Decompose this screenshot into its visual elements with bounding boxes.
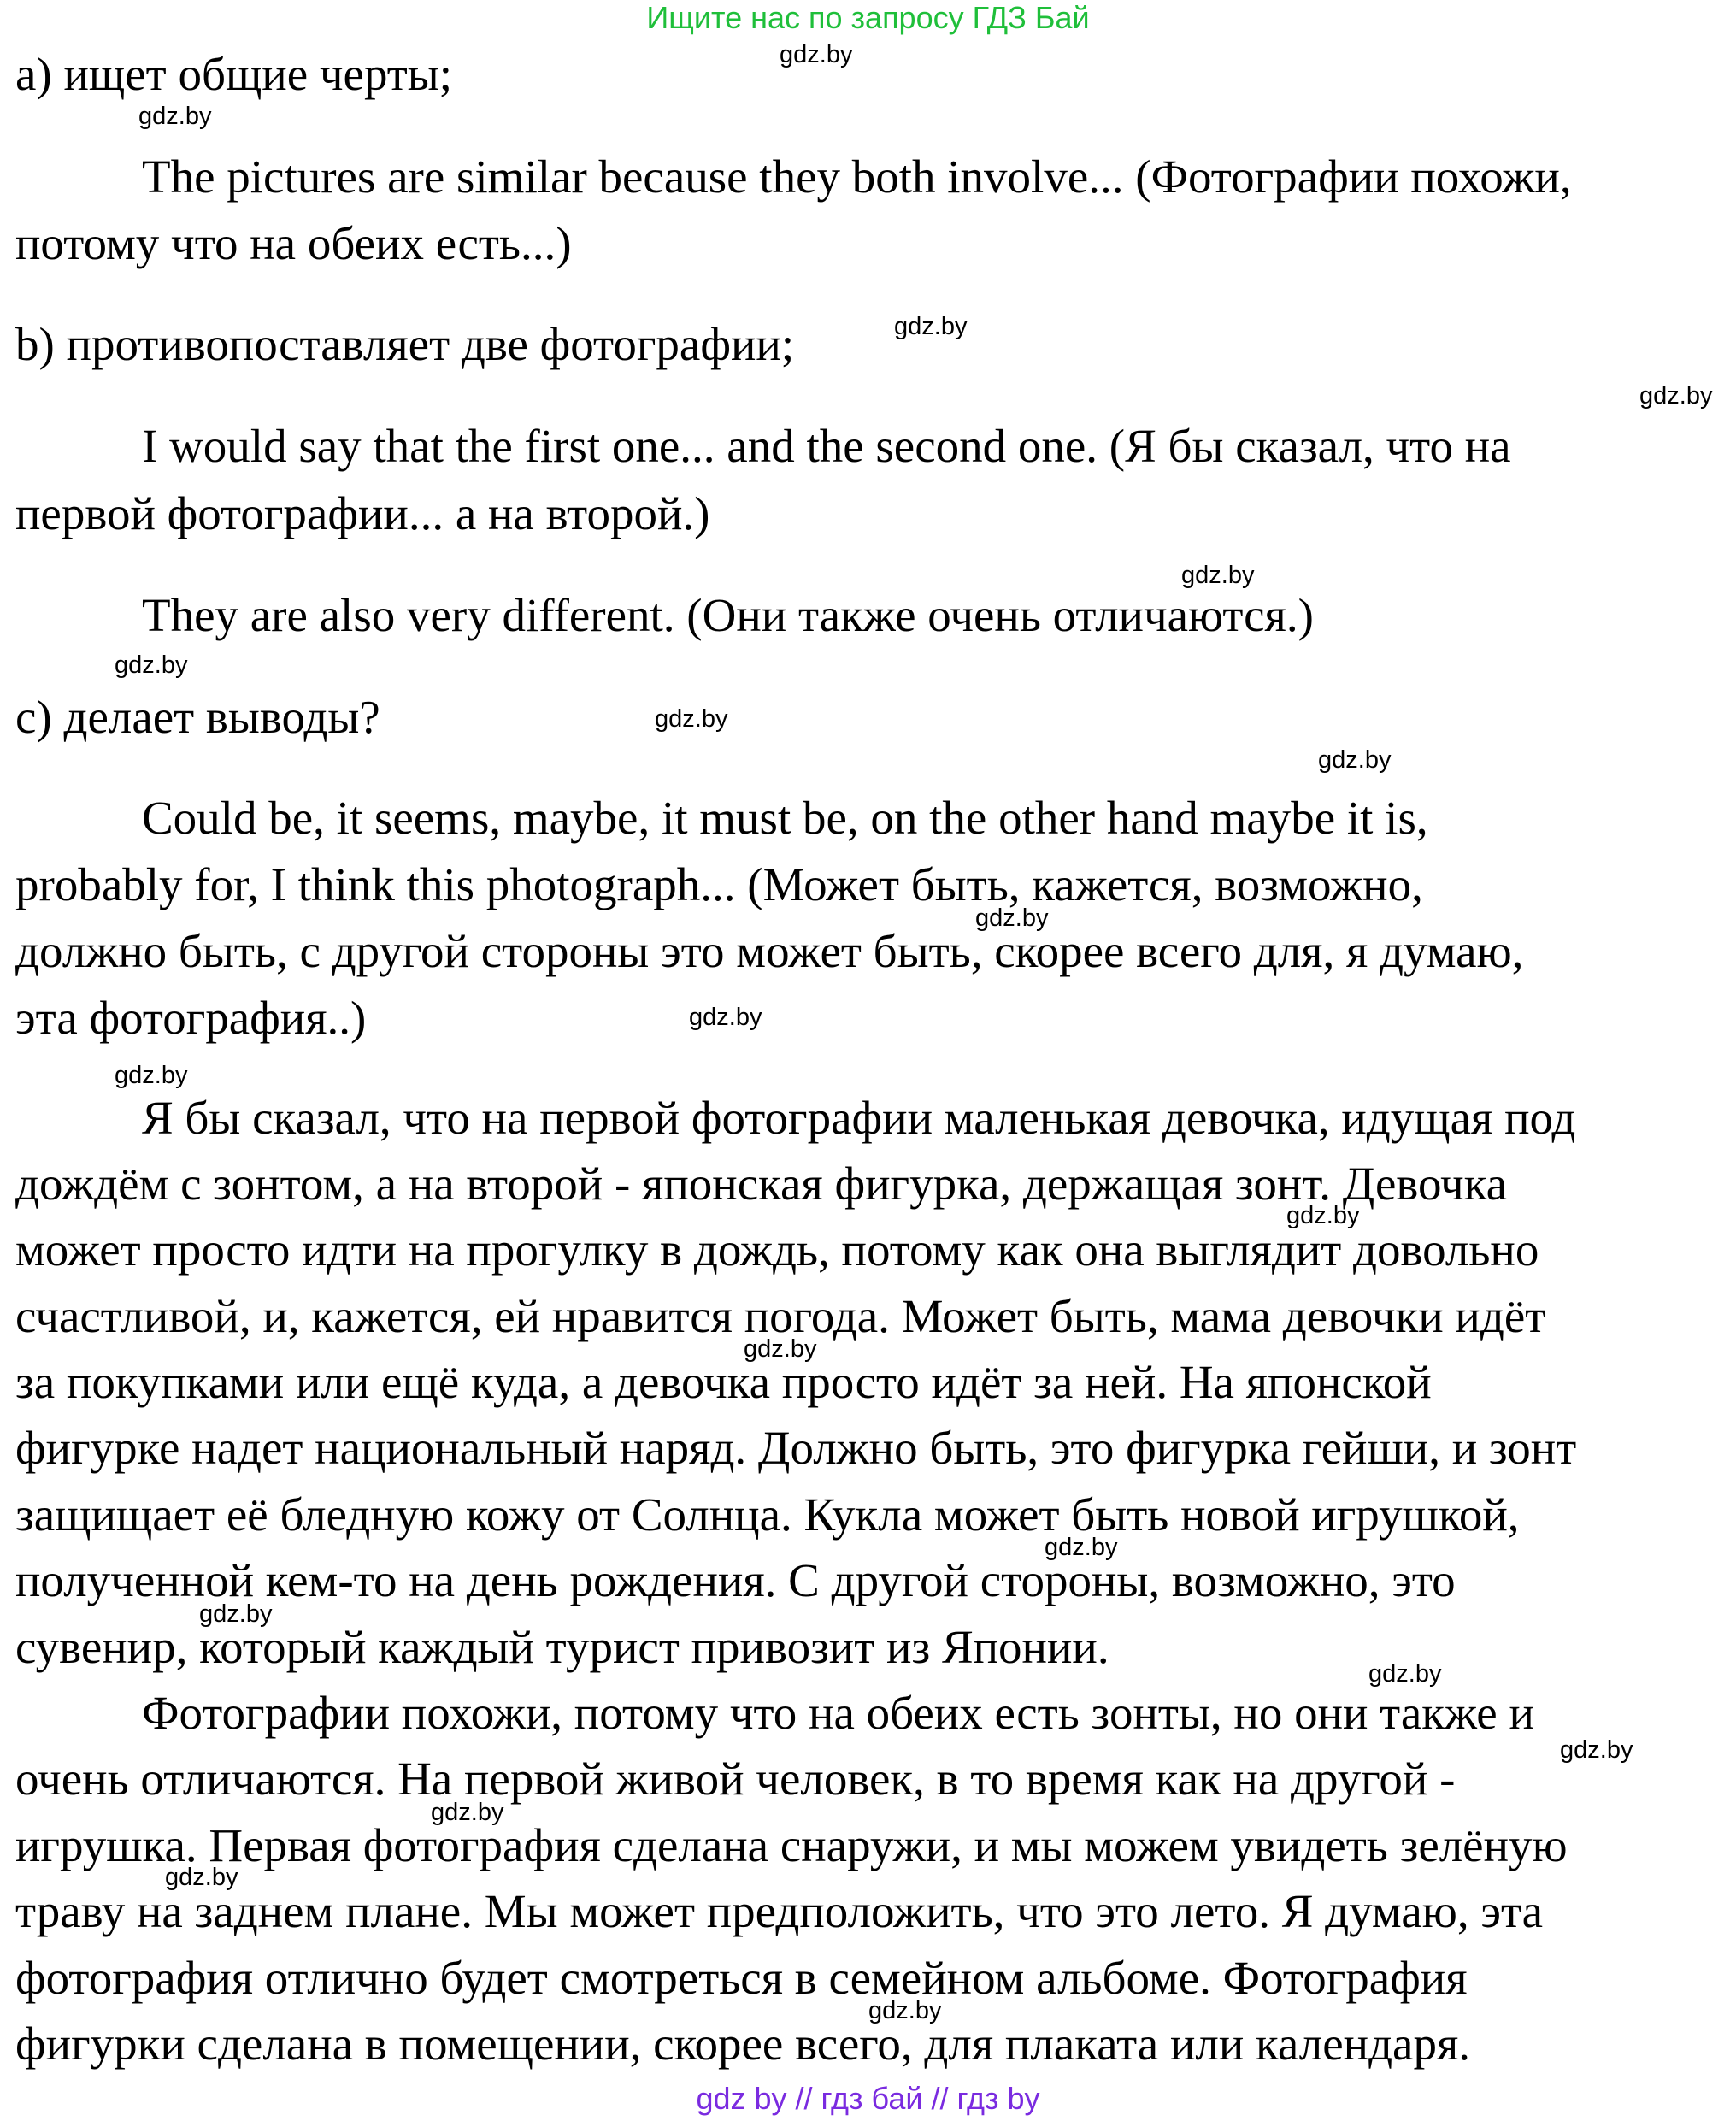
text-line: b) противопоставляет две фотографии; xyxy=(15,318,795,370)
text-line: They are also very different. (Они также очень отличаются.) xyxy=(142,589,1314,641)
text-line: первой фотографии... а на второй.) xyxy=(15,487,710,539)
text-line: Could be, it seems, maybe, it must be, on the other hand maybe it is, xyxy=(142,792,1428,844)
watermark: gdz.by xyxy=(655,705,728,733)
text-line: фигурки сделана в помещении, скорее всего, для плаката или календаря. xyxy=(15,2018,1471,2070)
watermark: gdz.by xyxy=(1368,1660,1442,1688)
watermark: gdz.by xyxy=(868,1997,942,2024)
watermark: gdz.by xyxy=(115,651,188,679)
text-line: счастливой, и, кажется, ей нравится погода. Может быть, мама девочки идёт xyxy=(15,1290,1546,1342)
text-line: фотография отлично будет смотреться в семейном альбоме. Фотография xyxy=(15,1952,1468,2004)
text-line: The pictures are similar because they both involve... (Фотографии похожи, xyxy=(142,150,1572,203)
text-line: может просто идти на прогулку в дождь, потому как она выглядит довольно xyxy=(15,1223,1539,1276)
text-line: дождём с зонтом, а на второй - японская фигурка, держащая зонт. Девочка xyxy=(15,1158,1507,1210)
watermark: gdz.by xyxy=(1318,746,1392,774)
watermark: gdz.by xyxy=(689,1004,762,1031)
watermark: gdz.by xyxy=(1286,1202,1360,1229)
text-line: потому что на обеих есть...) xyxy=(15,217,572,269)
text-line: игрушка. Первая фотография сделана снаружи, и мы можем увидеть зелёную xyxy=(15,1819,1568,1871)
text-line: защищает её бледную кожу от Солнца. Кукла может быть новой игрушкой, xyxy=(15,1488,1520,1541)
watermark: gdz.by xyxy=(199,1600,273,1628)
text-line: за покупками или ещё куда, а девочка просто идёт за ней. На японской xyxy=(15,1356,1432,1408)
text-line: сувенир, который каждый турист привозит из Японии. xyxy=(15,1621,1109,1673)
watermark: gdz.by xyxy=(1045,1534,1118,1561)
text-line: I would say that the first one... and the second one. (Я бы сказал, что на xyxy=(142,420,1511,472)
text-line: должно быть, с другой стороны это может быть, скорее всего для, я думаю, xyxy=(15,925,1524,977)
watermark: gdz.by xyxy=(780,41,853,68)
text-line: probably for, I think this photograph... (Может быть, кажется, возможно, xyxy=(15,858,1423,910)
watermark: gdz.by xyxy=(1560,1736,1633,1764)
watermark: gdz.by xyxy=(138,103,212,130)
watermark: gdz.by xyxy=(115,1062,188,1089)
text-line: эта фотография..) xyxy=(15,992,367,1044)
watermark: gdz.by xyxy=(1181,562,1255,589)
watermark: gdz.by xyxy=(431,1799,504,1826)
watermark: gdz.by xyxy=(975,904,1049,932)
header-banner: Ищите нас по запросу ГДЗ Бай xyxy=(646,0,1090,35)
text-line: фигурке надет национальный наряд. Должно быть, это фигурка гейши, и зонт xyxy=(15,1422,1577,1474)
watermark: gdz.by xyxy=(1639,382,1713,409)
watermark: gdz.by xyxy=(744,1335,817,1363)
text-line: Фотографии похожи, потому что на обеих есть зонты, но они также и xyxy=(142,1687,1534,1739)
text-line: очень отличаются. На первой живой человек, в то время как на другой - xyxy=(15,1753,1456,1805)
text-line: а) ищет общие черты; xyxy=(15,48,453,100)
footer-links: gdz by // гдз бай // гдз by xyxy=(696,2081,1040,2116)
watermark: gdz.by xyxy=(894,313,968,340)
text-line: полученной кем-то на день рождения. С другой стороны, возможно, это xyxy=(15,1554,1456,1606)
text-line: Я бы сказал, что на первой фотографии маленькая девочка, идущая под xyxy=(142,1092,1576,1144)
text-line: траву на заднем плане. Мы может предположить, что это лето. Я думаю, эта xyxy=(15,1885,1544,1937)
text-line: с) делает выводы? xyxy=(15,691,380,743)
watermark: gdz.by xyxy=(165,1864,238,1891)
